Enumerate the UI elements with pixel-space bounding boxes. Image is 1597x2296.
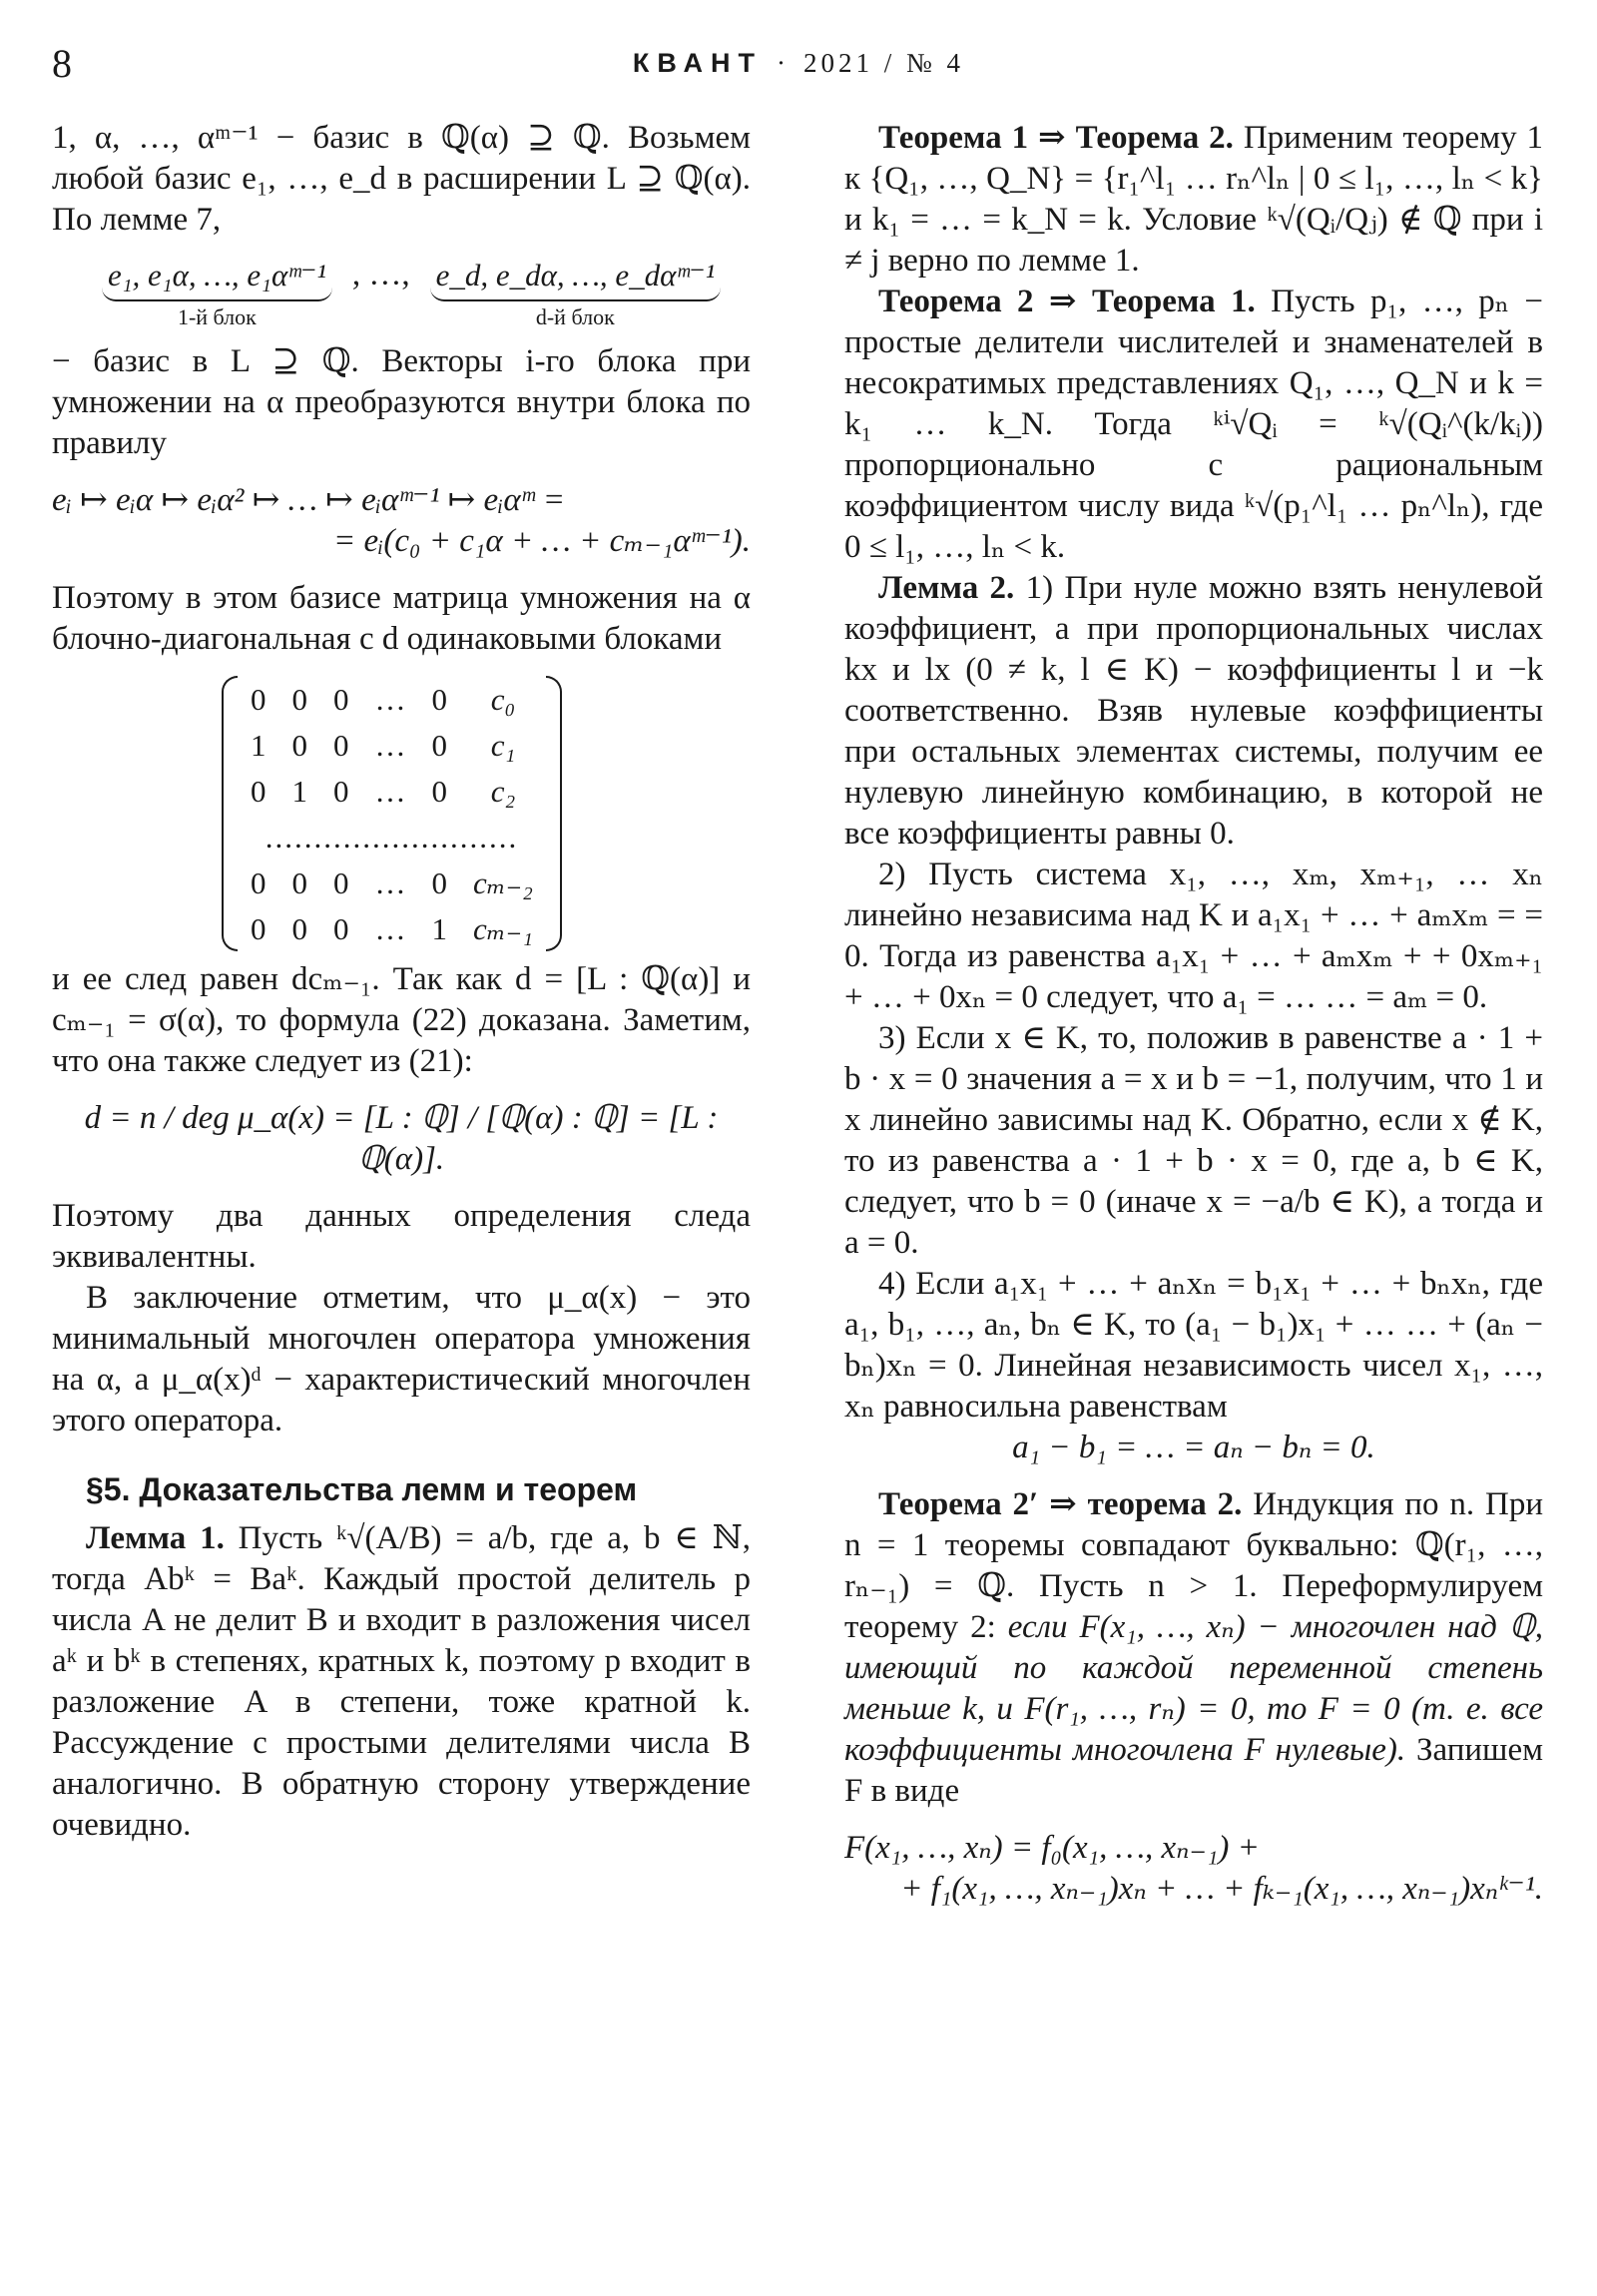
theorem-1-to-2-text: Применим теорему 1 к {Q₁, …, Q_N} = {r₁^l₁ … rₙ^lₙ | 0 ≤ l₁, …, lₙ < k} и k₁ = … = k_N = k. Условие ᵏ√(Qᵢ/Qⱼ) ∉ ℚ при i ≠ j верно по лемме 1.: [844, 120, 1543, 279]
running-head: КВАНТ · 2021 / № 4: [632, 48, 965, 78]
theorem-2-prime-statement: если F(x₁, …, xₙ) − многочлен над ℚ, имеющий по каждой переменной степень меньше k, и F(r₁, …, rₙ) = 0, то F = 0 (т. е. все коэффициенты многочлена F нулевые).: [844, 1609, 1543, 1768]
matrix-cell: 0: [431, 773, 447, 809]
block-1-expression: e₁, e₁α, …, e₁αᵐ⁻¹: [102, 255, 332, 301]
lemma-2-part-2: 2) Пусть система x₁, …, xₘ, xₘ₊₁, … xₙ линейно независима над K и a₁x₁ + … + aₘxₘ = = 0. Тогда из равенства a₁x₁ + … + aₘxₘ + + 0xₘ₊₁ + … + 0xₙ = 0 следует, что a₁ = … … = aₘ = 0.: [844, 857, 1543, 1015]
lemma-2-formula: a₁ − b₁ = … = aₙ − bₙ = 0.: [1012, 1430, 1375, 1465]
journal-title: КВАНТ: [632, 48, 764, 78]
matrix-cell: c₀: [490, 681, 516, 717]
matrix-cell: 1: [431, 910, 447, 946]
lemma-1: [52, 1518, 751, 1846]
block-d-expression: e_d, e_dα, …, e_dαᵐ⁻¹: [430, 255, 721, 301]
matrix-cell: …: [374, 727, 406, 763]
paragraph: − базис в L ⊇ ℚ. Векторы i-го блока при умножении на α преобразуются внутри блока по правилу: [52, 343, 751, 461]
formula-polynomial-continued: + f₁(x₁, …, xₙ₋₁)xₙ + … + fₖ₋₁(x₁, …, xₙ₋₁)xₙᵏ⁻¹.: [900, 1871, 1543, 1907]
matrix-cell: 0: [333, 773, 349, 809]
paragraph: и ее след равен dcₘ₋₁. Так как d = [L : ℚ(α)] и cₘ₋₁ = σ(α), то формула (22) доказана. Заметим, что она также следует из (21):: [52, 961, 751, 1079]
theorem-2-to-1-text: Пусть p₁, …, pₙ − простые делители числителей и знаменателей в несократимых представлениях Q₁, …, Q_N и k = k₁ … k_N. Тогда ᵏⁱ√Qᵢ = ᵏ√(Qᵢ^(k/kᵢ)) пропорционально с рациональным коэффициентом числу вида ᵏ√(p₁^l₁ … pₙ^lₙ), где 0 ≤ l₁, …, lₙ < k.: [844, 284, 1544, 565]
matrix-cell: 0: [251, 910, 266, 946]
matrix-cell: 0: [251, 773, 266, 809]
theorem-2-to-1: [844, 282, 1543, 568]
matrix-cell: 1: [291, 773, 307, 809]
theorem-1-to-2-heading: Теорема 1 ⇒ Теорема 2.: [878, 120, 1234, 156]
lemma-2-part-4: 4) Если a₁x₁ + … + aₙxₙ = b₁x₁ + … + bₙxₙ, где a₁, b₁, …, aₙ, bₙ ∈ K, то (a₁ − b₁)x₁ + … … + (aₙ − bₙ)xₙ = 0. Линейная независимость чисел x₁, …, xₙ равносильна равенствам: [844, 1266, 1543, 1425]
matrix-row: [238, 860, 546, 905]
matrix-cell: 0: [333, 681, 349, 717]
lemma-2: [844, 568, 1543, 855]
formula-map: eᵢ ↦ eᵢα ↦ eᵢα² ↦ … ↦ eᵢαᵐ⁻¹ ↦ eᵢαᵐ =: [52, 482, 565, 518]
paragraph: Поэтому два данных определения следа эквивалентны.: [52, 1198, 751, 1275]
matrix-dots: ..........................: [265, 819, 519, 855]
formula-degree: d = n / deg μ_α(x) = [L : ℚ] / [ℚ(α) : ℚ] = [L : ℚ(α)].: [84, 1100, 719, 1177]
matrix-cell: 0: [431, 727, 447, 763]
matrix-cell: …: [374, 681, 406, 717]
theorem-2-prime-tail: Запишем F в виде: [844, 1732, 1543, 1809]
block-1-label: 1-й блок: [177, 304, 257, 329]
block-d-label: d-й блок: [535, 304, 615, 329]
matrix-cell: …: [374, 864, 406, 900]
matrix-cell: c₁: [490, 727, 516, 763]
section-heading: §5. Доказательства лемм и теорем: [86, 1471, 638, 1507]
basis-blocks: [102, 255, 751, 333]
theorem-2-to-1-heading: Теорема 2 ⇒ Теорема 1.: [878, 284, 1256, 319]
matrix-cell: cₘ₋₁: [473, 910, 533, 946]
matrix-cell: 0: [333, 727, 349, 763]
matrix-cell: 0: [291, 727, 307, 763]
matrix-cell: 0: [333, 864, 349, 900]
lemma-1-text: Пусть ᵏ√(A/B) = a/b, где a, b ∈ ℕ, тогда Abᵏ = Baᵏ. Каждый простой делитель p числа A не делит B и входит в разложения чисел aᵏ и bᵏ в степенях, кратных k, поэтому p входит в разложение A в степени, тоже кратной k. Рассуждение с простыми делителями числа B аналогично. В обратную сторону утверждение очевидно.: [52, 1520, 752, 1843]
block-1: [102, 255, 332, 333]
issue-number: 2021 / № 4: [803, 48, 965, 78]
matrix-cell: cₘ₋₂: [473, 864, 533, 900]
page-number: 8: [52, 41, 72, 86]
theorem-2-prime-heading: Теорема 2′ ⇒ теорема 2.: [878, 1486, 1243, 1522]
formula-polynomial: F(x₁, …, xₙ) = f₀(x₁, …, xₙ₋₁) +: [844, 1830, 1260, 1866]
matrix-cell: 0: [251, 681, 266, 717]
page-header: [0, 40, 1597, 90]
matrix-cell: 0: [291, 910, 307, 946]
lemma-2-heading: Лемма 2.: [878, 570, 1015, 606]
matrix-row: [238, 676, 546, 722]
formula-map-continued: = eᵢ(c₀ + c₁α + … + cₘ₋₁αᵐ⁻¹).: [333, 523, 751, 559]
matrix-row: [238, 722, 546, 768]
left-column: [52, 118, 751, 1846]
blocks-separator: , …,: [351, 257, 410, 292]
theorem-2-prime: [844, 1484, 1543, 1812]
matrix-row: [238, 768, 546, 814]
matrix-cell: 0: [291, 864, 307, 900]
matrix-cell: 0: [431, 681, 447, 717]
matrix-left-bracket: [222, 676, 238, 951]
matrix-cell: …: [374, 773, 406, 809]
matrix-right-bracket: [546, 676, 562, 951]
lemma-2-part-1: 1) При нуле можно взять ненулевой коэффициент, а при пропорциональных числах kx и lx (0 ≠ k, l ∈ K) − коэффициенты l и −k соответственно. Взяв нулевые коэффициенты при остальных элементах системы, получим ее нулевую линейную комбинацию, в которой не все коэффициенты равны 0.: [844, 570, 1543, 852]
theorem-2-prime-text: Индукция по n. При n = 1 теоремы совпадают буквально: ℚ(r₁, …, rₙ₋₁) = ℚ. Пусть n > 1. Переформулируем теорему 2:: [844, 1486, 1543, 1645]
lemma-2-part-3: 3) Если x ∈ K, то, положив в равенстве a · 1 + b · x = 0 значения a = x и b = −1, получим, что 1 и x линейно зависимы над K. Обратно, если x ∉ K, то из равенства a · 1 + b · x = 0, где a, b ∈ K, следует, что b = 0 (иначе x = −a/b ∈ K), а тогда и a = 0.: [844, 1020, 1543, 1261]
companion-matrix: [222, 676, 751, 951]
matrix-cell: 0: [431, 864, 447, 900]
lemma-1-heading: Лемма 1.: [86, 1520, 225, 1556]
right-column: [844, 118, 1543, 1910]
matrix-cell: 0: [333, 910, 349, 946]
matrix-cell: …: [374, 910, 406, 946]
paragraph: Поэтому в этом базисе матрица умножения на α блочно-диагональная с d одинаковыми блоками: [52, 580, 751, 657]
matrix-row-dots: [238, 814, 546, 860]
block-d: [430, 255, 721, 333]
matrix-cell: 0: [291, 681, 307, 717]
paragraph: В заключение отметим, что μ_α(x) − это минимальный многочлен оператора умножения на α, а μ_α(x)ᵈ − характеристический многочлен этого оператора.: [52, 1280, 751, 1438]
matrix-cell: 0: [251, 864, 266, 900]
matrix-row: [238, 905, 546, 951]
matrix-table: [238, 676, 546, 951]
matrix-cell: 1: [251, 727, 266, 763]
paragraph: 1, α, …, αᵐ⁻¹ − базис в ℚ(α) ⊇ ℚ. Возьмем любой базис e₁, …, e_d в расширении L ⊇ ℚ(α). По лемме 7,: [52, 120, 751, 238]
matrix-cell: c₂: [490, 773, 516, 809]
theorem-1-to-2: [844, 118, 1543, 282]
